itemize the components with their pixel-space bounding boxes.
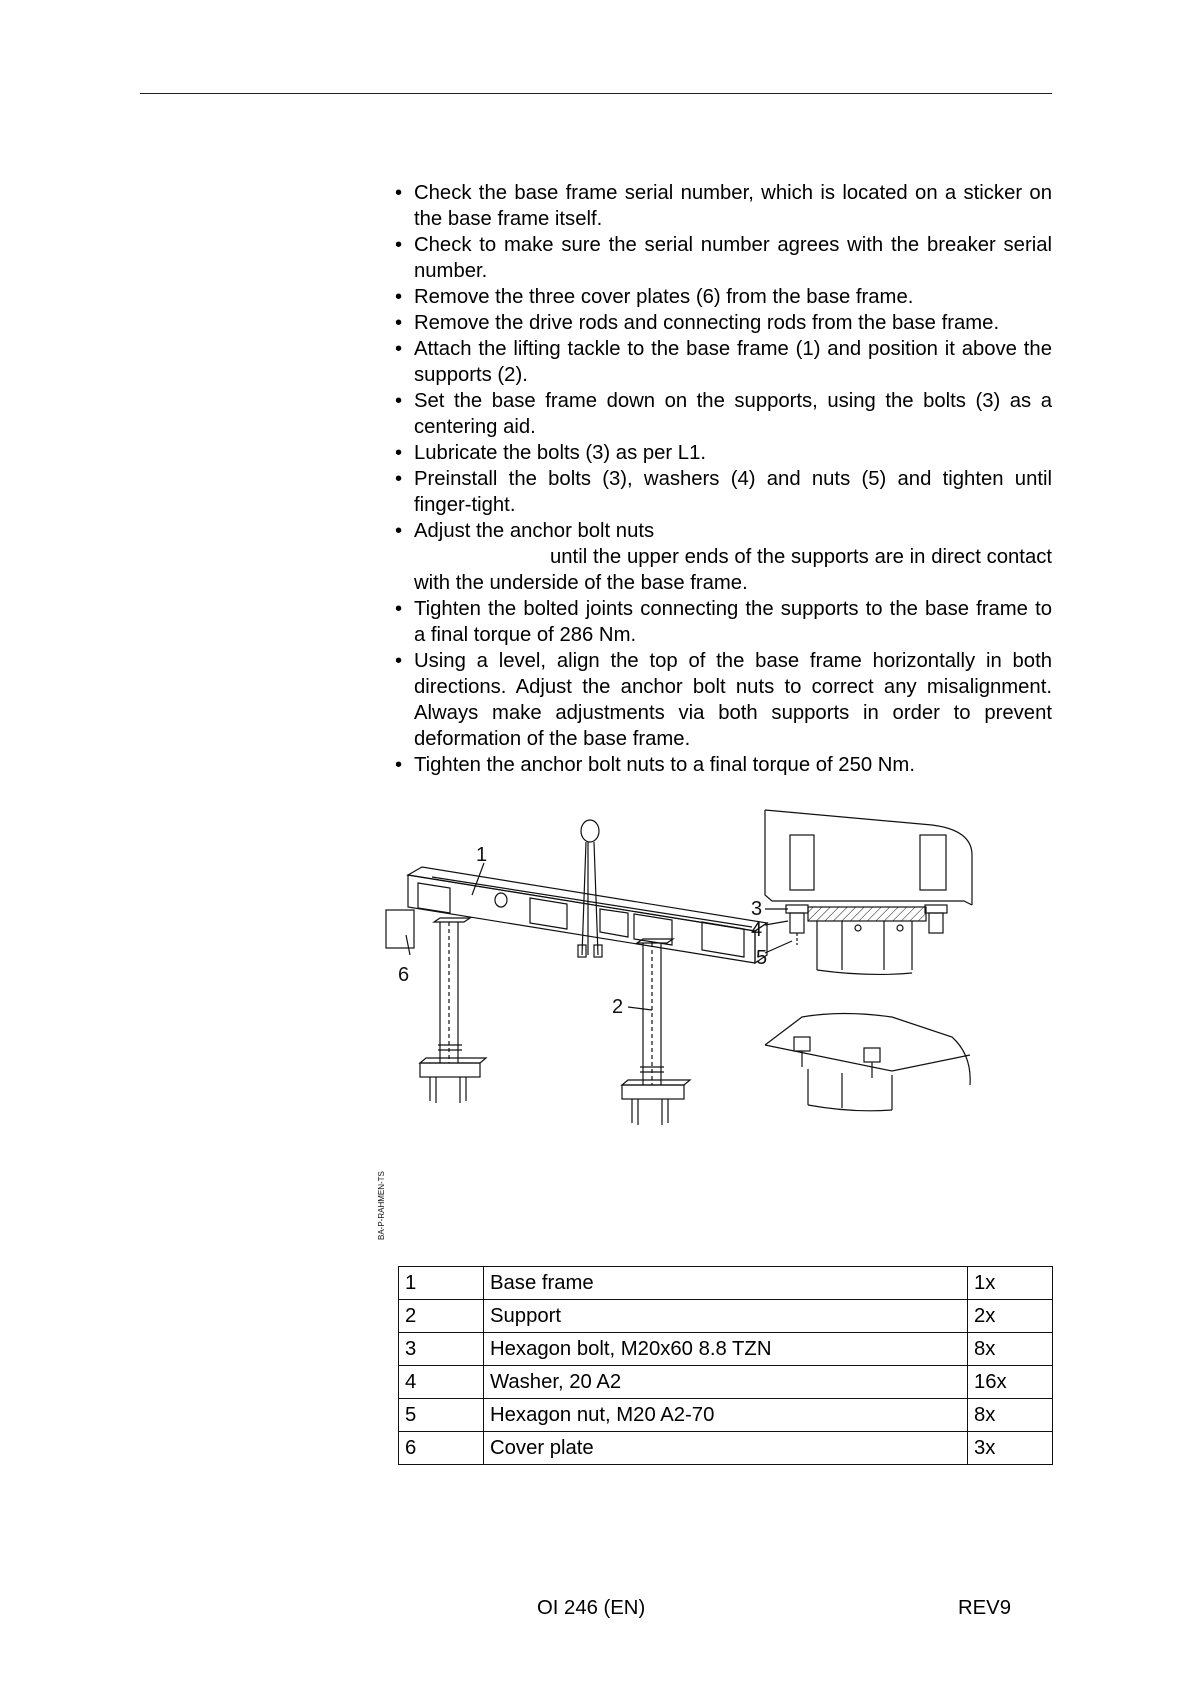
- part-name: Cover plate: [484, 1432, 968, 1465]
- part-number: 1: [399, 1267, 484, 1300]
- list-item: • Attach the lifting tackle to the base frame (1) and position it above the supports (2).: [395, 338, 1052, 386]
- cover-plate: [386, 910, 414, 948]
- callout-6: 6: [398, 964, 410, 986]
- part-number: 3: [399, 1333, 484, 1366]
- part-number: 4: [399, 1366, 484, 1399]
- list-item: • Tighten the bolted joints connecting the supports to the base frame to a final torque of 286 Nm.: [395, 598, 1052, 646]
- list-item: • Preinstall the bolts (3), washers (4) and nuts (5) and tighten until finger-tight.: [395, 468, 1052, 516]
- part-number: 2: [399, 1300, 484, 1333]
- part-qty: 8x: [968, 1333, 1053, 1366]
- header-rule: [140, 93, 1052, 94]
- table-row: [399, 1267, 1053, 1300]
- detail-iso-view: [765, 1014, 970, 1111]
- callout-5: 5: [756, 947, 768, 969]
- list-item: • Check the base frame serial number, which is located on a sticker on the base frame itself.: [395, 182, 1052, 230]
- footer-revision: REV9: [958, 1597, 1011, 1619]
- list-item: • Check to make sure the serial number agrees with the breaker serial number.: [395, 234, 1052, 282]
- list-item: • Remove the drive rods and connecting rods from the base frame.: [395, 312, 1000, 334]
- support-left: [420, 918, 486, 1103]
- part-name: Support: [484, 1300, 968, 1333]
- instruction-list: [394, 180, 1052, 778]
- table-row: [399, 1300, 1053, 1333]
- callout-4: 4: [751, 919, 763, 941]
- list-item: • Lubricate the bolts (3) as per L1.: [395, 442, 706, 464]
- parts-table: [398, 1266, 1053, 1465]
- part-qty: 2x: [968, 1300, 1053, 1333]
- part-name: Hexagon bolt, M20x60 8.8 TZN: [484, 1333, 968, 1366]
- base-frame-assembly-figure: [372, 805, 1052, 1245]
- footer-document-id: OI 246 (EN): [537, 1597, 646, 1619]
- table-row: [399, 1399, 1053, 1432]
- list-item: • Remove the three cover plates (6) from the base frame.: [395, 286, 914, 308]
- part-number: 5: [399, 1399, 484, 1432]
- part-qty: 3x: [968, 1432, 1053, 1465]
- table-row: [399, 1432, 1053, 1465]
- part-name: Hexagon nut, M20 A2-70: [484, 1399, 968, 1432]
- list-item: • Adjust the anchor bolt nuts until the upper ends of the supports are in direct contact with the underside of the base frame.: [395, 520, 1052, 594]
- list-item: • Using a level, align the top of the base frame horizontally in both directions. Adjust the anchor bolt nuts to correct any misalignment. Always make adjustments via both supports in order to prevent deformation of the base frame.: [395, 650, 1052, 750]
- support-right: [622, 939, 690, 1125]
- callout-1: 1: [476, 844, 488, 866]
- part-name: Washer, 20 A2: [484, 1366, 968, 1399]
- part-number: 6: [399, 1432, 484, 1465]
- detail-section-view: [765, 810, 972, 974]
- list-item: • Tighten the anchor bolt nuts to a final torque of 250 Nm.: [395, 754, 915, 776]
- assembly-drawing: [372, 805, 1052, 1245]
- list-item: • Set the base frame down on the supports, using the bolts (3) as a centering aid.: [395, 390, 1052, 438]
- part-qty: 16x: [968, 1366, 1053, 1399]
- figure-code: BA-P-RAHMEN-TS: [377, 1171, 386, 1240]
- table-row: [399, 1366, 1053, 1399]
- part-qty: 1x: [968, 1267, 1053, 1300]
- part-qty: 8x: [968, 1399, 1053, 1432]
- part-name: Base frame: [484, 1267, 968, 1300]
- callout-3: 3: [751, 898, 763, 920]
- callout-2: 2: [612, 996, 624, 1018]
- table-row: [399, 1333, 1053, 1366]
